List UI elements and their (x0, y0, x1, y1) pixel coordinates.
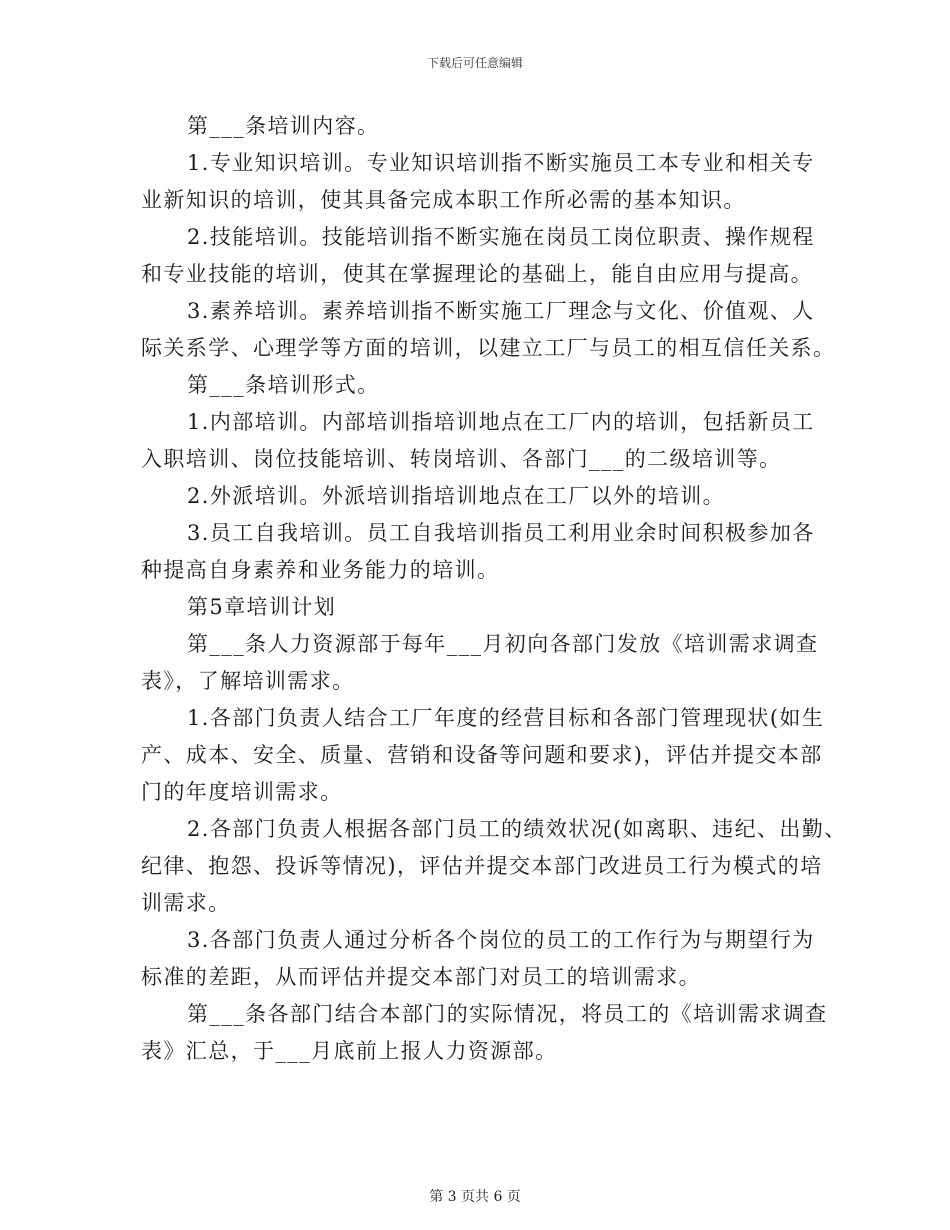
paragraph-line: 第___条人力资源部于每年___月初向各部门发放《培训需求调查 (187, 632, 819, 656)
paragraph-line: 1.内部培训。内部培训指培训地点在工厂内的培训，包括新员工 (187, 410, 815, 434)
paragraph-line: 1.专业知识培训。专业知识培训指不断实施员工本专业和相关专 (187, 151, 815, 175)
paragraph-line: 第___条培训内容。 (187, 114, 380, 138)
chapter-heading (141, 589, 821, 626)
paragraph-line: 表》，了解培训需求。 (141, 669, 355, 693)
paragraph (141, 293, 836, 367)
document-body (141, 108, 847, 1070)
paragraph-line: 第___条培训形式。 (187, 373, 380, 397)
paragraph-line: 纪律、抱怨、投诉等情况)，评估并提交本部门改进员工行为模式的培 (141, 854, 823, 878)
paragraph-line: 种提高自身素养和业务能力的培训。 (141, 558, 500, 582)
paragraph (141, 515, 821, 589)
paragraph-line: 2.外派培训。外派培训指培训地点在工厂以外的培训。 (187, 484, 726, 508)
paragraph (141, 404, 821, 478)
paragraph-line: 1.各部门负责人结合工厂年度的经营目标和各部门管理现状(如生 (187, 706, 825, 730)
paragraph-line: 和专业技能的培训，使其在掌握理论的基础上，能自由应用与提高。 (141, 262, 813, 286)
paragraph (141, 108, 821, 145)
paragraph-line: 2.各部门负责人根据各部门员工的绩效状况(如离职、违纪、出勤、 (187, 817, 847, 841)
paragraph (141, 922, 821, 996)
paragraph (141, 996, 828, 1070)
paragraph-line: 际关系学、心理学等方面的培训，以建立工厂与员工的相互信任关系。 (141, 336, 836, 360)
paragraph-line: 3.各部门负责人通过分析各个岗位的员工的工作行为与期望行为 (187, 928, 815, 952)
paragraph (141, 478, 821, 515)
page-footer: 第 3 页共 6 页 (429, 1189, 521, 1205)
paragraph-line: 标准的差距，从而评估并提交本部门对员工的培训需求。 (141, 965, 701, 989)
paragraph-line: 业新知识的培训，使其具备完成本职工作所必需的基本知识。 (141, 188, 746, 212)
paragraph-line: 第5章培训计划 (187, 595, 337, 619)
paragraph (141, 367, 821, 404)
paragraph-line: 入职培训、岗位技能培训、转岗培训、各部门___的二级培训等。 (141, 447, 782, 471)
paragraph (141, 811, 847, 922)
paragraph (141, 145, 821, 219)
paragraph (141, 700, 825, 811)
paragraph-line: 3.素养培训。素养培训指不断实施工厂理念与文化、价值观、人 (187, 299, 815, 323)
page-header: 下载后可任意编辑 (426, 56, 523, 70)
paragraph-line: 第___条各部门结合本部门的实际情况，将员工的《培训需求调查 (187, 1002, 828, 1026)
paragraph-line: 门的年度培训需求。 (141, 780, 343, 804)
paragraph-line: 产、成本、安全、质量、营销和设备等问题和要求)，评估并提交本部 (141, 743, 823, 767)
paragraph-line: 2.技能培训。技能培训指不断实施在岗员工岗位职责、操作规程 (187, 225, 815, 249)
paragraph (141, 219, 821, 293)
paragraph-line: 3.员工自我培训。员工自我培训指员工利用业余时间积极参加各 (187, 521, 815, 545)
paragraph-line: 表》汇总，于___月底前上报人力资源部。 (141, 1039, 558, 1063)
paragraph-line: 训需求。 (141, 891, 231, 915)
paragraph (141, 626, 821, 700)
